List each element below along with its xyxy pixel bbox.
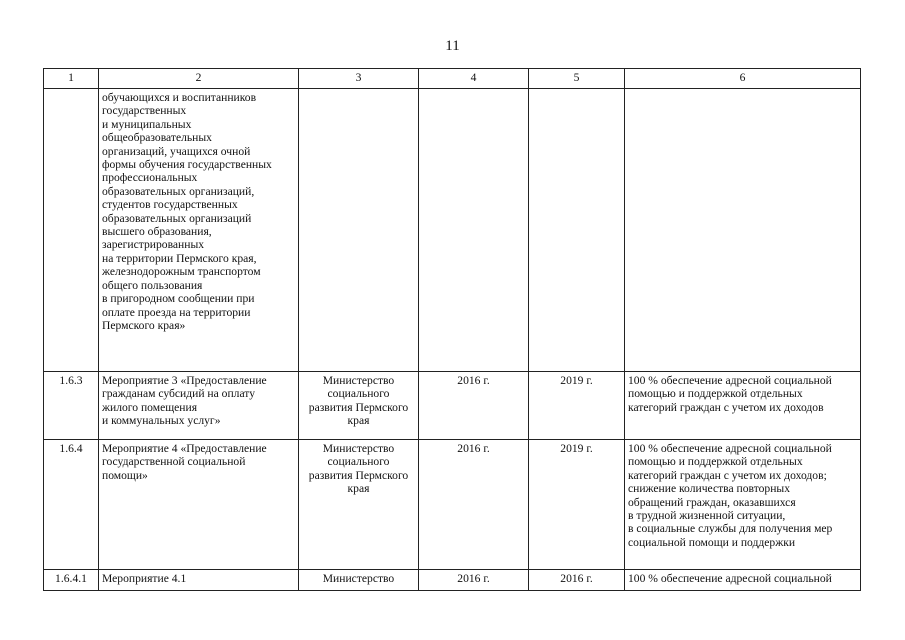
- end-date-cell: 2019 г.: [529, 372, 625, 440]
- result-line: 100 % обеспечение адресной социальной: [628, 442, 832, 455]
- description-line: образовательных организаций,: [102, 184, 255, 198]
- executor-line: Министерство: [322, 374, 395, 387]
- result-line: обращений граждан, оказавшихся: [628, 495, 796, 509]
- page-number: 11: [445, 38, 460, 54]
- description-line: в пригородном сообщении при: [102, 292, 255, 306]
- item-number-cell: 1.6.4.1: [44, 570, 99, 591]
- description-line: формы обучения государственных: [102, 158, 272, 172]
- executor-line: развития Пермского: [308, 400, 409, 414]
- description-line: Мероприятие 4 «Предоставление: [102, 442, 267, 455]
- column-header: 2: [99, 69, 299, 89]
- column-header: 5: [529, 69, 625, 89]
- description-line: и коммунальных услуг»: [102, 414, 221, 428]
- executor-line: развития Пермского: [308, 468, 409, 482]
- executor-line: социального: [327, 455, 390, 469]
- item-number-cell: [44, 89, 99, 372]
- description-line: оплате проезда на территории: [102, 305, 251, 319]
- description-cell: [99, 570, 299, 591]
- description-line: жилого помещения: [102, 400, 198, 414]
- description-line: организаций, учащихся очной: [102, 144, 251, 158]
- description-line: общеобразовательных: [102, 131, 212, 145]
- description-cell: [99, 89, 299, 372]
- result-line: категорий граждан с учетом их доходов;: [628, 468, 827, 482]
- table-row: [44, 372, 861, 440]
- executor-cell: [299, 440, 419, 570]
- end-date-cell: 2019 г.: [529, 440, 625, 570]
- executor-cell: [299, 372, 419, 440]
- result-line: 100 % обеспечение адресной социальной: [628, 374, 832, 387]
- result-line: 100 % обеспечение адресной социальной: [628, 572, 832, 585]
- result-line: в трудной жизненной ситуации,: [628, 509, 786, 523]
- column-header: 1: [44, 69, 99, 89]
- result-cell: [625, 89, 861, 372]
- description-cell: [99, 440, 299, 570]
- start-date-cell: 2016 г.: [419, 372, 529, 440]
- description-line: на территории Пермского края,: [102, 251, 257, 265]
- description-line: Мероприятие 4.1: [102, 572, 187, 585]
- end-date-cell: 2016 г.: [529, 570, 625, 591]
- table-row: [44, 89, 861, 372]
- description-line: и муниципальных: [102, 117, 192, 131]
- executor-cell: [299, 89, 419, 372]
- item-number-cell: 1.6.4: [44, 440, 99, 570]
- result-line: социальной помощи и поддержки: [628, 535, 796, 549]
- description-cell: [99, 372, 299, 440]
- column-number-row: [44, 69, 861, 89]
- description-line: Мероприятие 3 «Предоставление: [102, 374, 267, 387]
- description-line: государственной социальной: [102, 455, 246, 469]
- description-line: государственных: [102, 104, 187, 118]
- table-row: [44, 440, 861, 570]
- executor-line: Министерство: [322, 572, 395, 585]
- result-line: снижение количества повторных: [628, 482, 791, 496]
- result-line: в социальные службы для получения мер: [628, 522, 833, 536]
- description-line: общего пользования: [102, 278, 203, 292]
- executor-line: Министерство: [322, 442, 395, 455]
- description-line: железнодорожным транспортом: [102, 265, 261, 279]
- executor-line: края: [347, 414, 370, 428]
- description-line: зарегистрированных: [102, 238, 205, 252]
- description-line: студентов государственных: [102, 198, 238, 212]
- executor-line: социального: [327, 387, 390, 401]
- description-line: Пермского края»: [102, 318, 186, 332]
- description-line: образовательных организаций: [102, 211, 252, 225]
- result-cell: [625, 440, 861, 570]
- column-header: 6: [625, 69, 861, 89]
- result-cell: [625, 570, 861, 591]
- measures-table: [43, 68, 861, 591]
- column-header: 4: [419, 69, 529, 89]
- result-line: помощью и поддержкой отдельных: [628, 387, 803, 401]
- start-date-cell: [419, 89, 529, 372]
- description-line: высшего образования,: [102, 225, 212, 239]
- table-row: [44, 570, 861, 591]
- result-cell: [625, 372, 861, 440]
- description-line: профессиональных: [102, 171, 198, 185]
- result-line: категорий граждан с учетом их доходов: [628, 400, 824, 414]
- executor-cell: [299, 570, 419, 591]
- executor-line: края: [347, 482, 370, 496]
- start-date-cell: 2016 г.: [419, 570, 529, 591]
- result-line: помощью и поддержкой отдельных: [628, 455, 803, 469]
- description-line: помощи»: [102, 468, 148, 482]
- end-date-cell: [529, 89, 625, 372]
- description-line: обучающихся и воспитанников: [102, 91, 257, 104]
- start-date-cell: 2016 г.: [419, 440, 529, 570]
- item-number-cell: 1.6.3: [44, 372, 99, 440]
- description-line: гражданам субсидий на оплату: [102, 387, 256, 401]
- column-header: 3: [299, 69, 419, 89]
